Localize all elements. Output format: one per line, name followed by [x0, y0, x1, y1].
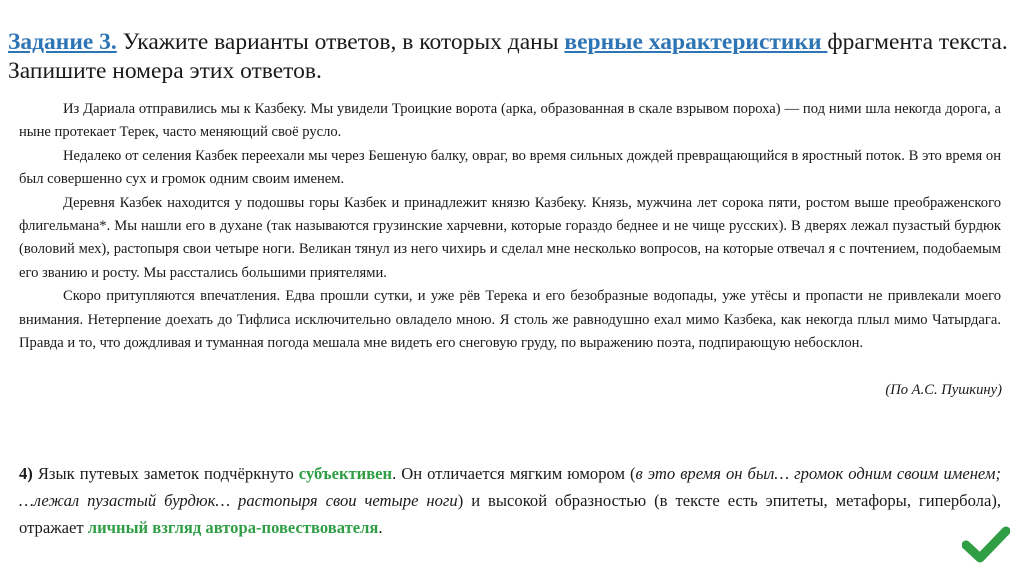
passage [19, 98, 1001, 355]
answer-text: . Он отличается мягким юмором ( [392, 464, 636, 483]
checkmark-icon [962, 525, 1010, 565]
task-highlight: верные характеристики [564, 29, 828, 55]
answer-text: ) и высокой образностью (в тексте есть эпитеты, метафоры, гипербола), отражает [19, 491, 1001, 537]
passage-paragraph: Деревня Казбек находится у подошвы горы Казбек и принадлежит князю Казбеку. Князь, мужчина лет сорока пяти, ростом выше преображенского флигельмана*. Мы нашли его в духане (так называются грузинские харчевни, которые гораздо беднее и не чище русских). В дверях лежал пузастый бурдюк (воловий мех), растопыря свои четыре ноги. Великан тянул из него чихирь и сделал мне несколько вопросов, на которые отвечал я с почтением, подобаемым его званию и росту. Мы расстались большими приятелями. [19, 194, 1001, 281]
passage-paragraph: Скоро притупляются впечатления. Едва прошли сутки, и уже рёв Терека и его безобразные водопады, уже утёсы и пропасти не привлекали моего внимания. Нетерпение доехать до Тифлиса исключительно овладело мною. Я столь же равнодушно ехал мимо Казбека, как некогда плыл мимо Чатырдага. Правда и то, что дождливая и туманная погода мешала мне видеть его снеговую груду, по выражению поэта, подпирающую небосклон. [19, 288, 1001, 352]
answer-keyword: субъективен [298, 464, 393, 483]
answer-keyword: личный взгляд автора-повествователя [87, 518, 379, 537]
task-heading [8, 28, 1018, 86]
task-text-before: Укажите варианты ответов, в которых даны [116, 29, 565, 55]
passage-paragraph: Недалеко от селения Казбек переехали мы через Бешеную балку, овраг, во время сильных дождей превращающийся в яростный поток. В это время он был совершенно сух и громок одним своим именем. [19, 147, 1001, 188]
task-number: Задание 3. [8, 29, 117, 55]
answer-option [19, 460, 1001, 541]
answer-text: . [378, 518, 383, 537]
answer-number: 4) [19, 464, 33, 483]
answer-text: Язык путевых заметок подчёркнуто [32, 464, 299, 483]
passage-paragraph: Из Дариала отправились мы к Казбеку. Мы увидели Троицкие ворота (арка, образованная в скале взрывом пороха) — под ними шла некогда дорога, а ныне протекает Терек, часто меняющий своё русло. [19, 101, 1001, 141]
passage-source: (По А.С. Пушкину) [885, 382, 1002, 398]
task-text-after: фрагмента текста. Запишите номера этих ответов. [8, 29, 1008, 84]
answer-quote: в это время он был… громок одним своим именем; …лежал пузастый бурдюк… растопыря свои четыре ноги [19, 464, 1001, 510]
